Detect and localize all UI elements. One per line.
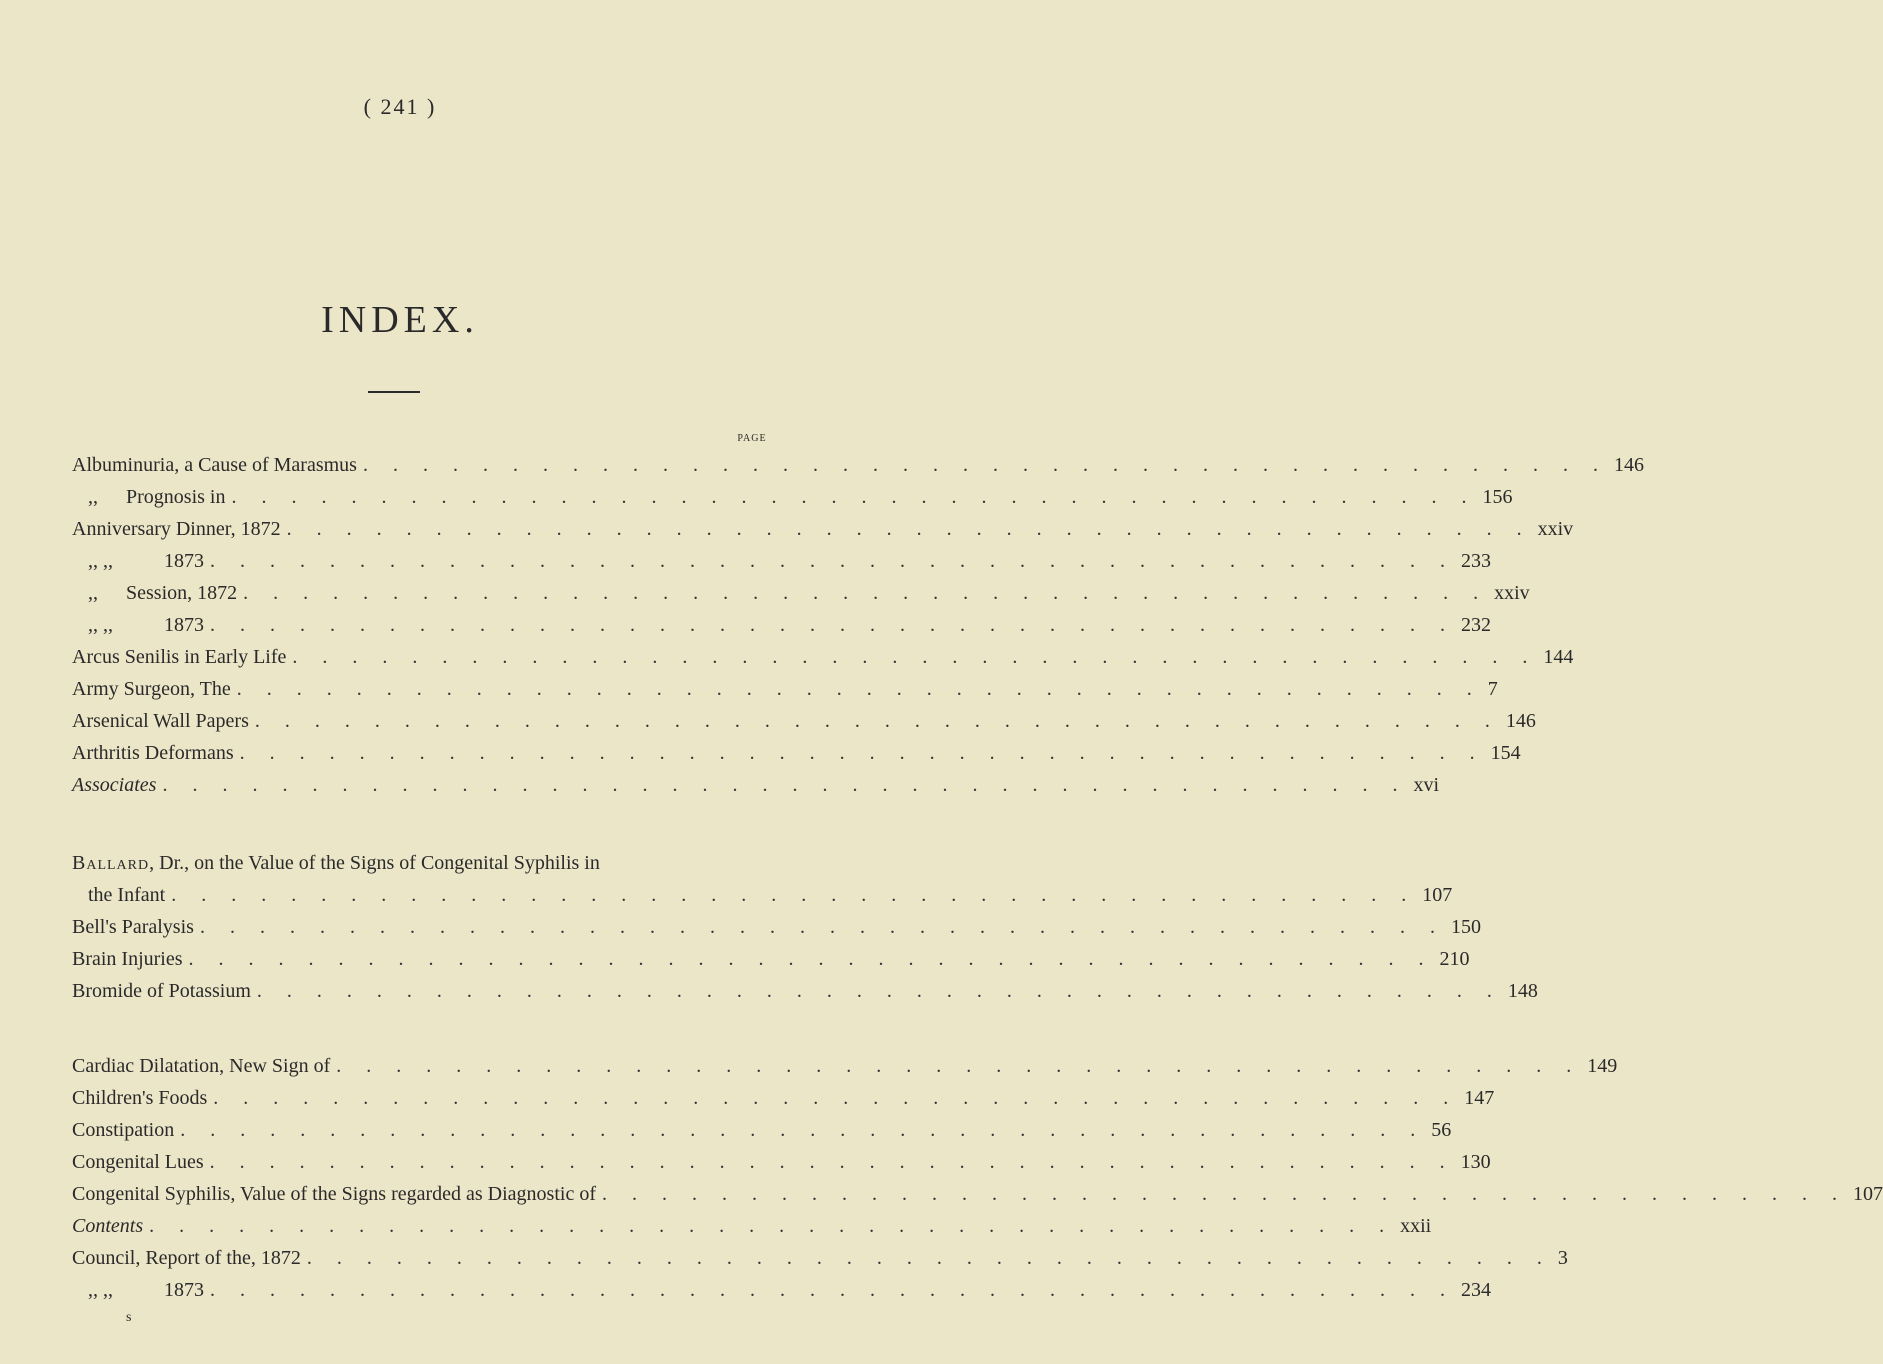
ditto-mark: ,, ,, [88, 550, 113, 572]
index-entry: Albuminuria, a Cause of Marasmus . . . . . . . . . . . . . . . . . . . . . . . . . . . . . . . . . . . . . . . . . . 146 [72, 454, 1644, 476]
index-entry: Associates . . . . . . . . . . . . . . . . . . . . . . . . . . . . . . . . . . . . . . . . . . xvi [72, 774, 1439, 796]
index-entry: Contents . . . . . . . . . . . . . . . . . . . . . . . . . . . . . . . . . . . . . . . . . . xxii [72, 1215, 1432, 1237]
index-entry: Cardiac Dilatation, New Sign of . . . . . . . . . . . . . . . . . . . . . . . . . . . . . . . . . . . . . . . . . . 149 [72, 1055, 1618, 1077]
index-heading: INDEX. [321, 299, 479, 341]
ditto-mark: ,, ,, [88, 614, 113, 636]
index-entry: Bell's Paralysis . . . . . . . . . . . . . . . . . . . . . . . . . . . . . . . . . . . . . . . . . . 150 [72, 916, 1481, 938]
index-entry: Anniversary Dinner, 1872 . . . . . . . . . . . . . . . . . . . . . . . . . . . . . . . . . . . . . . . . . . xxiv [72, 518, 1574, 540]
page-column-label: PAGE [737, 433, 767, 444]
ditto-mark: ,, ,, [88, 1279, 113, 1301]
index-entry: Ballard, Dr., on the Value of the Signs of Congenital Syphilis in [72, 852, 600, 874]
heading-rule [368, 391, 420, 393]
index-entry: Bromide of Potassium . . . . . . . . . . . . . . . . . . . . . . . . . . . . . . . . . . . . . . . . . . 148 [72, 980, 1538, 1002]
index-entry: Constipation . . . . . . . . . . . . . . . . . . . . . . . . . . . . . . . . . . . . . . . . . . 56 [72, 1119, 1452, 1141]
index-entry: Congenital Syphilis, Value of the Signs regarded as Diagnostic of . . . . . . . . . . . . . . . . . . . . . . . . . . . . . . . . . . . . . . . . . . 107 [72, 1183, 1883, 1205]
index-entry: Arthritis Deformans . . . . . . . . . . . . . . . . . . . . . . . . . . . . . . . . . . . . . . . . . . 154 [72, 742, 1521, 764]
index-entry: ,, ,, 1873 . . . . . . . . . . . . . . . . . . . . . . . . . . . . . . . . . . . . . . . . . . 234 [72, 1274, 782, 1306]
ditto-mark: ,, [88, 582, 98, 604]
index-entry: ,, ,, 1873 . . . . . . . . . . . . . . . . . . . . . . . . . . . . . . . . . . . . . . . . . . 233 [72, 545, 782, 577]
index-entry: Children's Foods . . . . . . . . . . . . . . . . . . . . . . . . . . . . . . . . . . . . . . . . . . 147 [72, 1087, 1495, 1109]
ditto-mark: ,, [88, 486, 98, 508]
index-entry: Army Surgeon, The . . . . . . . . . . . . . . . . . . . . . . . . . . . . . . . . . . . . . . . . . . 7 [72, 678, 1498, 700]
index-entry: Congenital Lues . . . . . . . . . . . . . . . . . . . . . . . . . . . . . . . . . . . . . . . . . . 130 [72, 1151, 1491, 1173]
index-entry: ,, ,, 1873 . . . . . . . . . . . . . . . . . . . . . . . . . . . . . . . . . . . . . . . . . . 232 [72, 609, 782, 641]
index-entry: the Infant . . . . . . . . . . . . . . . . . . . . . . . . . . . . . . . . . . . . . . . . . . 107 [88, 884, 1453, 906]
index-entry: Arcus Senilis in Early Life . . . . . . . . . . . . . . . . . . . . . . . . . . . . . . . . . . . . . . . . . . 144 [72, 646, 1574, 668]
page-number: ( 241 ) [363, 94, 437, 119]
index-entry: ,, Session, 1872 . . . . . . . . . . . . . . . . . . . . . . . . . . . . . . . . . . . . . . . . . . xxiv [72, 577, 782, 609]
index-entry: Arsenical Wall Papers . . . . . . . . . . . . . . . . . . . . . . . . . . . . . . . . . . . . . . . . . . 146 [72, 710, 1536, 732]
index-entry: Council, Report of the, 1872 . . . . . . . . . . . . . . . . . . . . . . . . . . . . . . . . . . . . . . . . . . 3 [72, 1247, 1568, 1269]
index-entry: Brain Injuries . . . . . . . . . . . . . . . . . . . . . . . . . . . . . . . . . . . . . . . . . . 210 [72, 948, 1470, 970]
signature-mark: s [126, 1310, 132, 1325]
index-entry: ,, Prognosis in . . . . . . . . . . . . . . . . . . . . . . . . . . . . . . . . . . . . . . . . . . 156 [72, 481, 782, 513]
